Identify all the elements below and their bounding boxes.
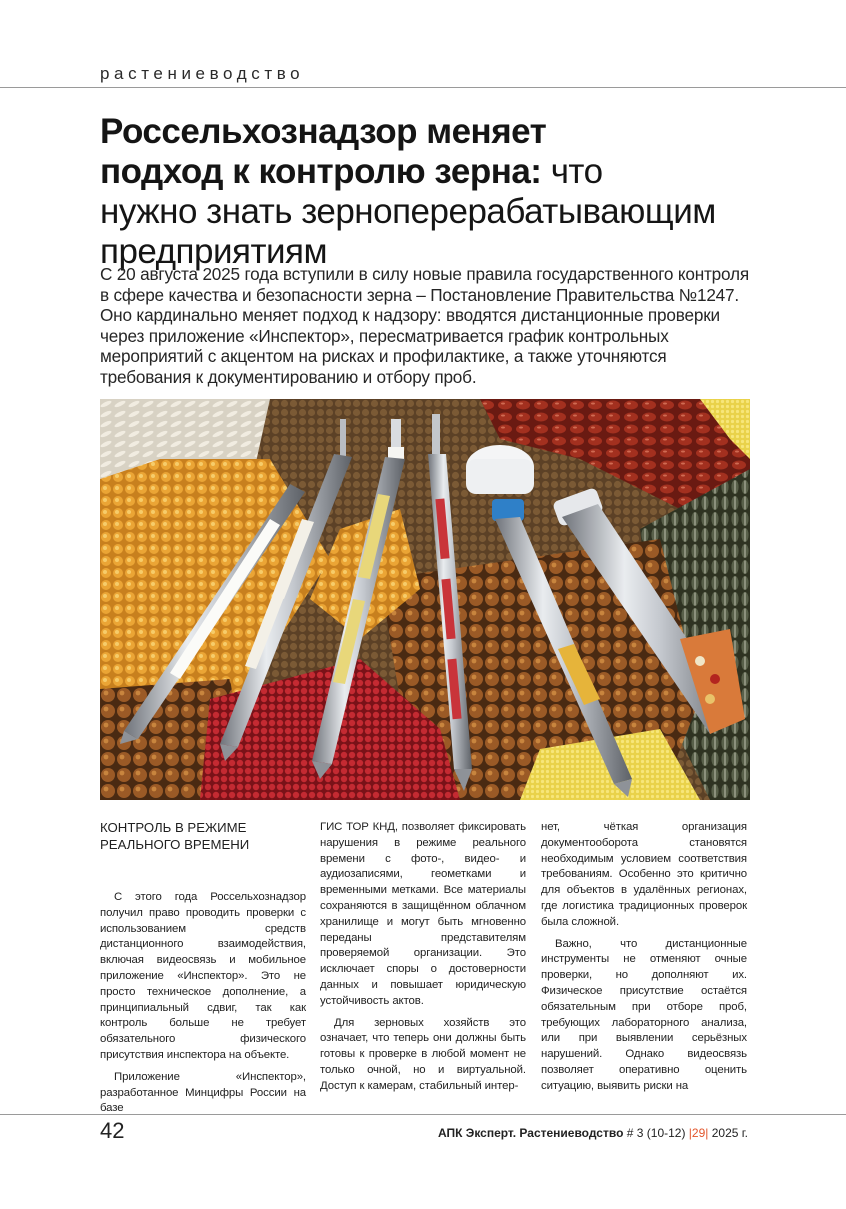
article-subheading: КОНТРОЛЬ В РЕЖИМЕ РЕАЛЬНОГО ВРЕМЕНИ: [100, 820, 250, 852]
footer-issue: # 3 (10-12): [623, 1126, 689, 1140]
column-3-paragraph-1: нет, чёткая организация документооборота становятся необходимым условием соответствия требованиям. Особенно это критично для объектов в удалённых регионах, где логистика традиционных проверок была сложной.: [541, 821, 747, 928]
article-column-1: [100, 820, 306, 1123]
footer-publication: [438, 1126, 748, 1140]
footer-magazine-title: АПК Эксперт. Растениеводство: [437, 1126, 624, 1140]
article-column-3: [541, 820, 747, 1101]
headline-light-line3: нужно знать зерноперерабатывающим: [100, 192, 716, 231]
headline-light-line4: предприятиям: [100, 232, 328, 271]
column-1-paragraph-1: С этого года Россельхознадзор получил право проводить проверки с использованием средств дистанционного взаимодействия, включая видеосвязь и мобильное приложение «Инспектор». Это не просто техническое дополнение, а принципиальный сдвиг, так как контроль больше не требует обязательного физического присутствия инспектора на объекте.: [100, 891, 306, 1061]
headline-bold-line2: подход к контролю зерна:: [100, 152, 542, 191]
page-number: 42: [100, 1118, 125, 1143]
section-label: растениеводство: [100, 64, 305, 83]
column-2-paragraph-1: ГИС ТОР КНД, позволяет фиксировать нарушения в режиме реального времени с фото-, видео- и аудиозаписями, геометками и временными метками. Все материалы сохраняются в защищённом облачном хранилище и могут быть мгновенно переданы представителям проверяемой организации. Это исключает споры о достоверности данных и повышает юридическую устойчивость актов.: [320, 821, 526, 1007]
footer-issue-number: |29|: [688, 1126, 709, 1140]
article-column-2: [320, 820, 526, 1101]
top-divider: [0, 87, 846, 88]
bottom-divider: [0, 1114, 846, 1115]
column-1-paragraph-2: Приложение «Инспектор», разработанное Минцифры России на базе: [100, 1070, 306, 1115]
article-headline: [100, 112, 800, 272]
column-2-paragraph-2: Для зерновых хозяйств это означает, что теперь они должны быть готовы к проверке в любой момент не только очной, но и виртуальной. Доступ к камерам, стабильный интер-: [320, 1016, 526, 1092]
headline-light-tail: что: [541, 152, 603, 191]
grain-samplers-photo: [100, 399, 750, 800]
footer-year: 2025 г.: [708, 1126, 748, 1140]
headline-bold-line1: Россельхознадзор меняет: [100, 112, 547, 151]
column-3-paragraph-2: Важно, что дистанционные инструменты не отменяют очные проверки, но дополняют их. Физическое присутствие остаётся обязательным при отборе проб, требующих лабораторного анализа, или при выявлении серьёзных нарушений. Однако видеосвязь позволяет оперативно оценить ситуацию, выявить риски на: [541, 937, 747, 1092]
lead-paragraph: С 20 августа 2025 года вступили в силу новые правила государственного контроля в сфере качества и безопасности зерна – Постановление Правительства №1247. Оно кардинально меняет подход к надзору: вводятся дистанционные проверки через приложение «Инспектор», пересматривается график контрольных мероприятий с акцентом на рисках и профилактике, а также уточняются требования к документированию и отбору проб.: [100, 264, 749, 387]
